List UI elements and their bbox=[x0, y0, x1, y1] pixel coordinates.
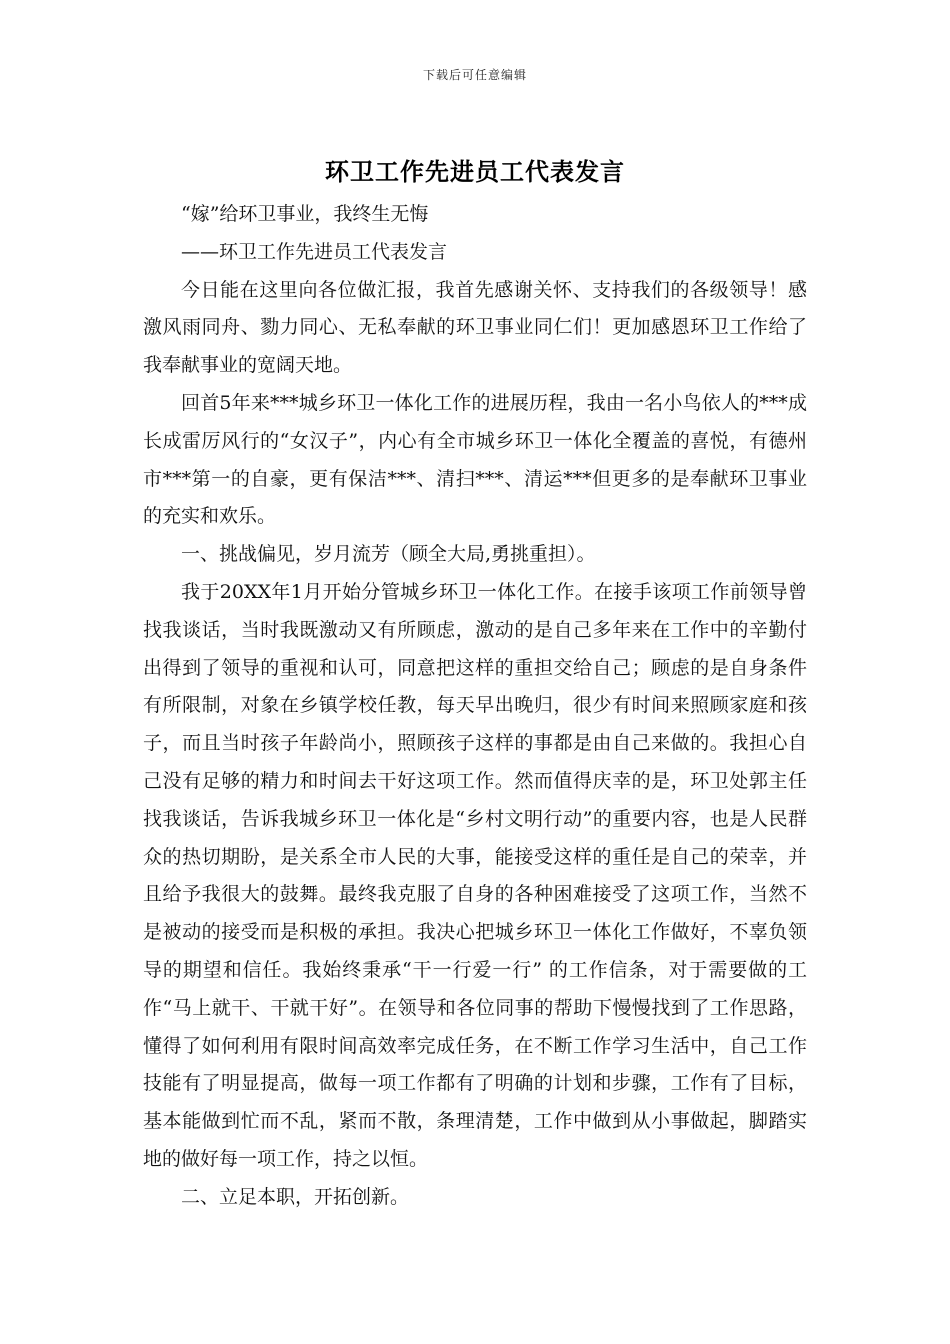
subtitle-attribution: ——环卫工作先进员工代表发言 bbox=[181, 240, 448, 263]
body-paragraph: 我于20XX年1月开始分管城乡环卫一体化工作。在接手该项工作前领导曾找我谈话，当时我既激动又有所顾虑，激动的是自己多年来在工作中的辛勤付出得到了领导的重视和认可，同意把这样的重担交给自己；顾虑的是自身条件有所限制，对象在乡镇学校任教，每天早出晚归，很少有时间来照顾家庭和孩子，而且当时孩子年龄尚小，照顾孩子这样的事都是由自己来做的。我担心自己没有足够的精力和时间去干好这项工作。然而值得庆幸的是，环卫处郭主任找我谈话，告诉我城乡环卫一体化是“乡村文明行动”的重要内容，也是人民群众的热切期盼，是关系全市人民的大事，能接受这样的重任是自己的荣幸，并且给予我很大的鼓舞。最终我克服了自身的各种困难接受了这项工作，当然不是被动的接受而是积极的承担。我决心把城乡环卫一体化工作做好，不辜负领导的期望和信任。我始终秉承“干一行爱一行” 的工作信条，对于需要做的工作“马上就干、干就干好”。在领导和各位同事的帮助下慢慢找到了工作思路，懂得了如何利用有限时间高效率完成任务，在不断工作学习生活中，自己工作技能有了明显提高，做每一项工作都有了明确的计划和步骤，工作有了目标，基本能做到忙而不乱，紧而不散，条理清楚，工作中做到从小事做起，脚踏实地的做好每一项工作，持之以恒。 bbox=[143, 580, 807, 1170]
document-title: 环卫工作先进员工代表发言 bbox=[325, 157, 625, 186]
subtitle-line: “嫁”给环卫事业，我终生无悔 bbox=[181, 203, 429, 225]
document-body bbox=[143, 196, 807, 1217]
section-heading: 一、挑战偏见，岁月流芳（顾全大局,勇挑重担）。 bbox=[181, 543, 596, 566]
header-note: 下载后可任意编辑 bbox=[422, 68, 527, 82]
body-paragraph: 今日能在这里向各位做汇报，我首先感谢关怀、支持我们的各级领导！感激风雨同舟、勠力同心、无私奉献的环卫事业同仁们！更加感恩环卫工作给了我奉献事业的宽阔天地。 bbox=[143, 278, 807, 377]
body-paragraph: 回首5年来***城乡环卫一体化工作的进展历程，我由一名小鸟依人的***成长成雷厉风行的“女汉子”，内心有全市城乡环卫一体化全覆盖的喜悦，有德州市***第一的自豪，更有保洁***、清扫***、清运***但更多的是奉献环卫事业的充实和欢乐。 bbox=[143, 391, 807, 528]
section-heading: 二、立足本职，开拓创新。 bbox=[181, 1185, 410, 1208]
